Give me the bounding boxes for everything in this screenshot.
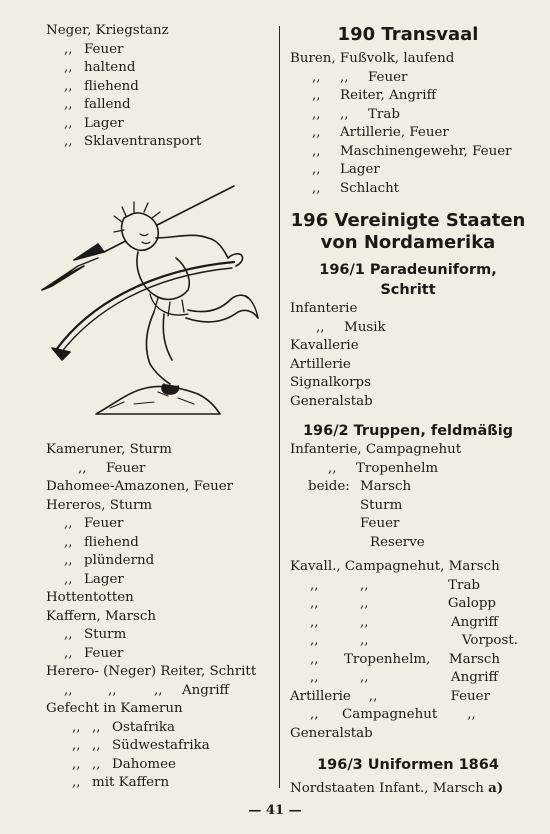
list-item: ,, Sklaventransport: [64, 134, 202, 149]
list-item: Kavall., Campagnehut, Marsch: [290, 559, 500, 574]
list-item: ,, ,, Südwestafrika: [72, 738, 210, 753]
column-divider: [279, 26, 280, 788]
list-item: beide: Marsch: [308, 479, 412, 494]
list-item: ,, Lager: [64, 571, 124, 587]
list-item: ,, mit Kaffern: [72, 775, 170, 790]
list-item: ,, Sturm: [64, 627, 127, 642]
list-item: ,, ,, Trab: [310, 577, 480, 593]
list-item: ,, Lager: [312, 162, 380, 177]
list-item: ,, ,, Galopp: [310, 596, 496, 611]
list-item: ,, haltend: [64, 60, 136, 75]
list-item: Hottentotten: [46, 590, 134, 605]
list-item: ,, Campagnehut ,,: [310, 707, 476, 722]
list-item: ,, Feuer: [64, 516, 124, 531]
list-item: ,, Artillerie, Feuer: [312, 125, 449, 140]
war-dance-illustration: [38, 178, 270, 420]
list-item: ,, Feuer: [64, 41, 124, 57]
list-item: ,, Tropenhelm: [328, 460, 439, 476]
list-item: ,, ,, ,, Angriff: [64, 682, 230, 698]
list-item: ,, Schlacht: [312, 180, 400, 196]
list-item: Sturm: [360, 497, 403, 513]
left-column-bottom: [46, 441, 274, 793]
list-item: ,, plündernd: [64, 553, 155, 568]
list-item: Artillerie ,, Feuer: [290, 688, 490, 704]
left-column-top: [46, 22, 274, 152]
list-item: ,, ,, Ostafrika: [72, 719, 175, 735]
list-item: Generalstab: [290, 725, 373, 741]
subsection-heading: 196/3 Uniformen 1864: [317, 757, 499, 773]
section-heading: 190 Transvaal: [337, 24, 479, 45]
list-item: ,, ,, Feuer: [312, 69, 408, 85]
list-item: Hereros, Sturm: [46, 497, 153, 513]
list-item: ,, ,, Vorpost.: [310, 633, 518, 648]
list-item: ,, fliehend: [64, 534, 139, 550]
list-item: ,, Feuer: [78, 460, 146, 476]
list-item: Gefecht in Kamerun: [46, 701, 183, 716]
list-item: Reserve: [370, 534, 425, 550]
list-item: ,, ,, Dahomee: [72, 756, 176, 772]
list-item: ,, Reiter, Angriff: [312, 88, 437, 103]
list-item: Dahomee-Amazonen, Feuer: [46, 479, 234, 494]
list-item: Kavallerie: [290, 338, 359, 353]
section-heading: 196 Vereinigte Staaten: [290, 210, 526, 231]
list-item: Feuer: [360, 516, 400, 531]
list-item: Signalkorps: [290, 375, 371, 390]
subsection-heading: 196/2 Truppen, feldmäßig: [302, 423, 514, 439]
page-number: — 41 —: [248, 803, 302, 818]
list-item: Kaffern, Marsch: [46, 608, 157, 624]
list-item: ,, Tropenhelm, Marsch: [310, 651, 500, 667]
list-item: Generalstab: [290, 393, 373, 409]
list-item: Infanterie: [290, 301, 358, 316]
list-item: ,, fallend: [64, 97, 131, 112]
list-item: ,, Lager: [64, 115, 124, 131]
list-item: Infanterie, Campagnehut: [290, 442, 462, 457]
section-heading: von Nordamerika: [320, 232, 496, 253]
subsection-heading: 196/1 Paradeuniform, Schritt: [319, 262, 497, 298]
list-item: ,, ,, Trab: [312, 106, 400, 122]
list-item: Herero- (Neger) Reiter, Schritt: [46, 664, 257, 679]
list-item: ,, Musik: [316, 319, 386, 335]
right-column: [290, 24, 526, 799]
list-item: Artillerie: [290, 356, 351, 372]
list-item: ,, fliehend: [64, 78, 139, 94]
list-item: Nordstaaten Infant., Marsch a): [290, 780, 504, 796]
list-item: Neger, Kriegstanz: [46, 23, 169, 38]
list-item: Kameruner, Sturm: [46, 442, 172, 457]
list-item: Buren, Fußvolk, laufend: [290, 51, 455, 66]
list-item: ,, ,, Angriff: [310, 614, 498, 630]
list-item: ,, Maschinengewehr, Feuer: [312, 143, 512, 159]
list-item: ,, ,, Angriff: [310, 670, 498, 685]
list-item: ,, Feuer: [64, 645, 124, 661]
